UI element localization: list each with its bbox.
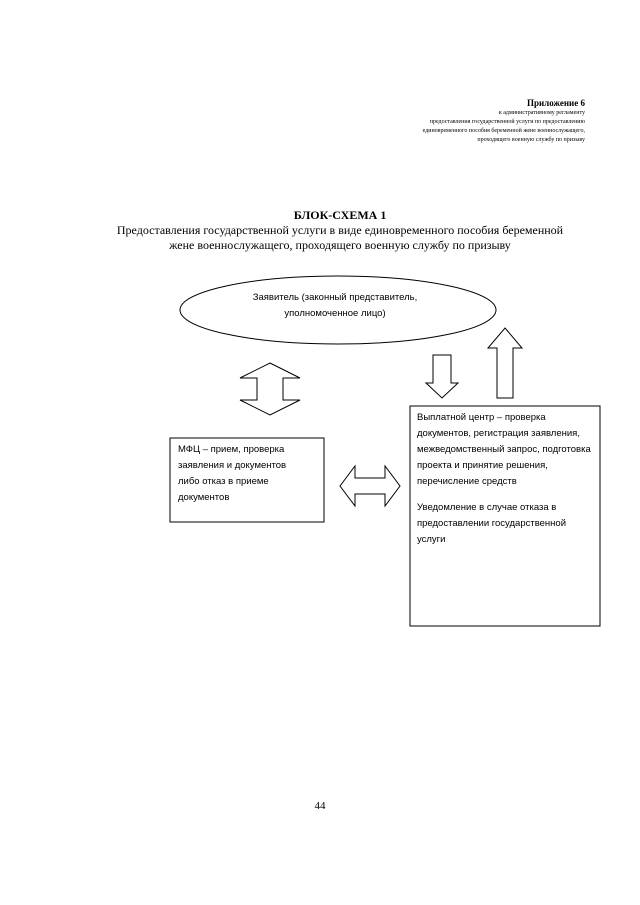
arrow-down bbox=[426, 355, 458, 398]
mfc-label-line: либо отказ в приеме bbox=[178, 476, 269, 487]
applicant-label-line1: Заявитель (законный представитель, bbox=[252, 292, 418, 303]
refusal-notification: Уведомление в случае отказа в предоставлении государственной услуги bbox=[417, 502, 567, 545]
diagram-title: БЛОК-СХЕМА 1 bbox=[293, 208, 387, 222]
appendix-line: к административному регламенту bbox=[498, 110, 585, 116]
page-number: 44 bbox=[314, 800, 326, 812]
mfc-label-line: документов bbox=[178, 492, 230, 503]
appendix-line: единовременного пособия беременной жене военнослужащего, bbox=[422, 128, 585, 134]
applicant-label bbox=[235, 290, 435, 322]
mfc-label-line: МФЦ – прием, проверка bbox=[178, 444, 285, 455]
diagram-subtitle-line1: Предоставления государственной услуги в виде единовременного пособия беременной bbox=[116, 223, 564, 237]
payment-center-label bbox=[417, 410, 597, 548]
payment-center-description: Выплатной центр – проверка документов, регистрация заявления, межведомственный запрос, подготовка проекта и принятие решения, перечисление средств bbox=[417, 412, 591, 487]
double-arrow-horizontal bbox=[340, 466, 400, 506]
appendix-line: проходящего военную службу по призыву bbox=[477, 137, 585, 143]
appendix-line: предоставления государственной услуги по предоставлению bbox=[429, 119, 585, 125]
double-arrow-vertical bbox=[240, 363, 300, 415]
arrow-up bbox=[488, 328, 522, 398]
diagram-subtitle-line2: жене военнослужащего, проходящего военную службу по призыву bbox=[169, 238, 511, 252]
applicant-label-line2: уполномоченное лицо) bbox=[284, 308, 386, 319]
appendix-title: Приложение 6 bbox=[526, 98, 585, 108]
mfc-label-line: заявления и документов bbox=[178, 460, 287, 471]
mfc-label bbox=[178, 442, 320, 506]
